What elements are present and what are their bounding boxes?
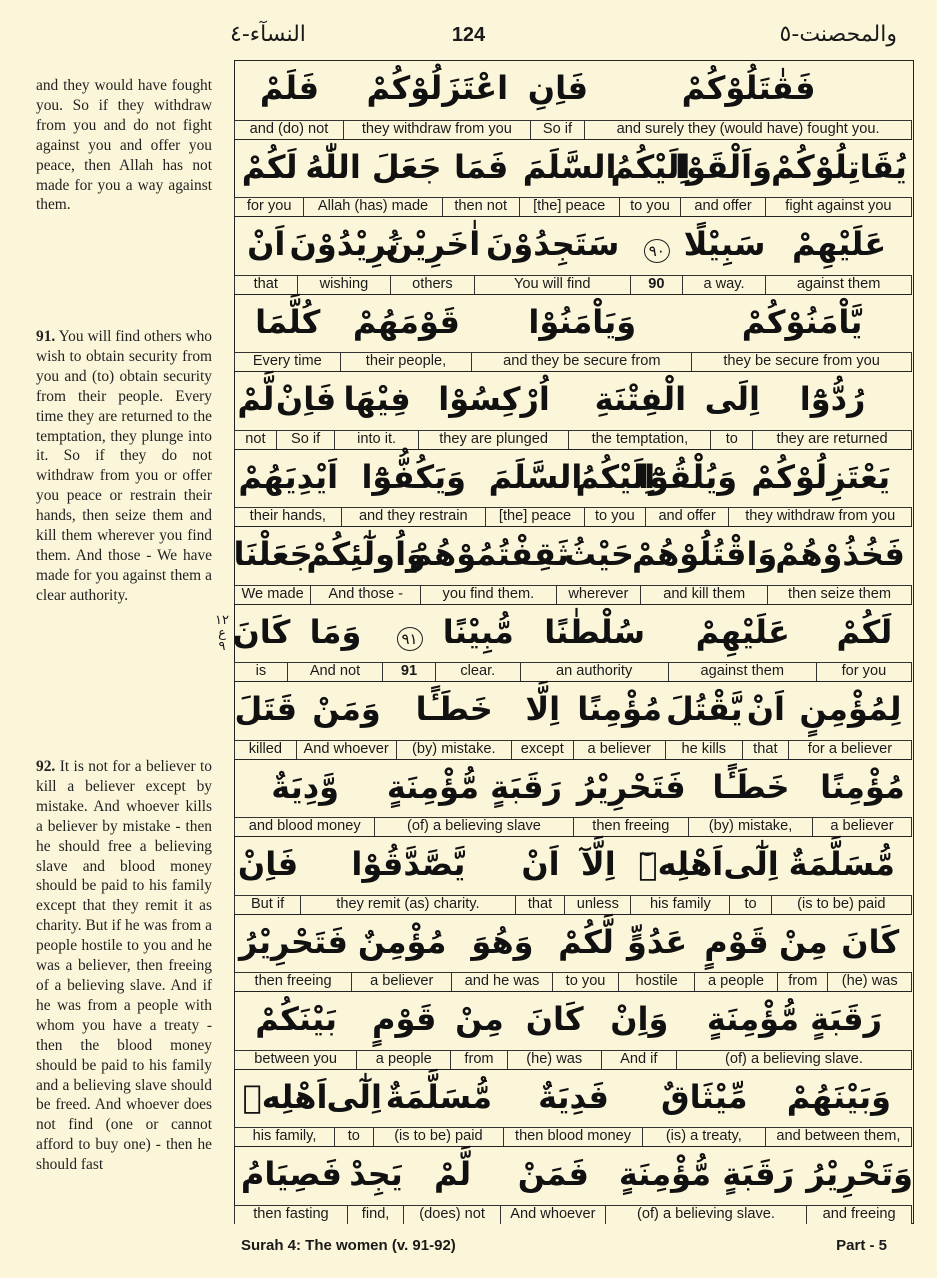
english-word-cell: for you: [234, 197, 304, 216]
arabic-text-row: [235, 450, 912, 508]
english-word-cell: the temptation,: [568, 430, 711, 449]
english-word-cell: And whoever: [296, 740, 397, 759]
arabic-word: مِنْ: [455, 1000, 504, 1038]
english-word-row: [235, 895, 912, 914]
english-word-cell: (is to be) paid: [373, 1127, 505, 1146]
arabic-word: عَلَيْهِمْ: [791, 225, 887, 263]
arabic-word: الْفِتْنَةِ: [594, 380, 687, 418]
english-word-cell: they be secure from you: [691, 352, 912, 371]
arabic-word: قَوْمَهُمْ: [352, 302, 460, 341]
arabic-text-row: [235, 295, 912, 353]
english-word-row: [235, 1127, 912, 1146]
english-word-cell: against them: [765, 275, 912, 294]
english-word-cell: a people: [356, 1050, 451, 1069]
english-word-cell: for you: [816, 662, 912, 681]
footer-part-label: Part - 5: [836, 1237, 887, 1254]
arabic-word: قَوْمٍ: [704, 922, 769, 961]
english-word-cell: to: [710, 430, 753, 449]
english-word-cell: 90: [630, 275, 683, 294]
grid-row: [235, 61, 912, 139]
arabic-word: كَانَ: [525, 1000, 584, 1038]
english-word-cell: into it.: [334, 430, 419, 449]
arabic-word: فَاِنِ: [527, 69, 589, 107]
arabic-word: عَلَيْهِمْ: [695, 612, 790, 651]
english-word-cell: unless: [564, 895, 631, 914]
english-word-cell: except: [511, 740, 574, 759]
arabic-word: اِلَيْكُمُ: [575, 457, 656, 496]
english-word-cell: a way.: [682, 275, 766, 294]
english-word-row: [235, 740, 912, 759]
english-word-cell: they remit (as) charity.: [300, 895, 516, 914]
english-word-cell: We made: [234, 585, 311, 604]
english-word-cell: (of) a believing slave: [374, 817, 573, 836]
arabic-word: فَاِنْ: [275, 380, 337, 418]
english-word-cell: wishing: [297, 275, 392, 294]
arabic-word: اُرْكِسُوْا: [438, 380, 550, 418]
arabic-word: يَّصَّدَّقُوْا: [351, 845, 466, 883]
english-word-cell: they withdraw from you: [728, 507, 912, 526]
arabic-word: يُقَاتِلُوْكُمْ: [770, 147, 907, 186]
english-word-cell: 91: [382, 662, 436, 681]
english-word-cell: his family,: [234, 1127, 335, 1146]
arabic-word: جَعَلْنَا: [233, 535, 313, 573]
english-word-cell: then seize them: [767, 585, 912, 604]
english-word-row: [235, 585, 912, 604]
english-word-row: [235, 120, 912, 139]
arabic-word: رَقَبَةٍ مُّؤْمِنَةٍ: [386, 767, 562, 806]
english-word-cell: they withdraw from you: [343, 120, 531, 139]
english-word-row: [235, 507, 912, 526]
verse-end-marker: ٩٠: [644, 239, 670, 263]
arabic-word: اَنْ: [247, 225, 286, 263]
arabic-word: وَاَلْقَوْا: [675, 147, 772, 186]
grid-row: [235, 1146, 912, 1224]
surah-name-header: النسآء-٤: [230, 22, 306, 47]
english-word-cell: and kill them: [640, 585, 768, 604]
grid-row: [235, 449, 912, 527]
arabic-word: وَاقْتُلُوْهُمْ: [632, 535, 778, 573]
verse-number: 91.: [36, 328, 56, 345]
arabic-word: يَّاْمَنُوْكُمْ: [741, 302, 863, 341]
english-word-cell: between you: [234, 1050, 357, 1069]
english-word-cell: and between them,: [765, 1127, 912, 1146]
arabic-word: سُلْطٰنًا: [544, 612, 646, 651]
english-word-cell: find,: [347, 1205, 404, 1224]
arabic-word: مِّيْثَاقٌ: [661, 1077, 748, 1116]
arabic-text-row: [235, 760, 912, 818]
arabic-word: وَّدِيَةٌ: [271, 767, 340, 806]
english-word-cell: Every time: [234, 352, 341, 371]
arabic-word: خَطَـًٔا: [712, 767, 790, 806]
translation-paragraph-1: [36, 76, 212, 215]
english-word-cell: and (do) not: [234, 120, 344, 139]
english-word-cell: and freeing: [806, 1205, 912, 1224]
grid-row: [235, 526, 912, 604]
english-word-cell: killed: [234, 740, 297, 759]
english-word-cell: and blood money: [234, 817, 375, 836]
arabic-word: السَّلَمَ: [488, 457, 583, 496]
arabic-word: اَنْ: [746, 690, 785, 728]
translation-text: It is not for a believer to kill a believer except by mistake. And whoever kills a believer by mistake - then he should free a believing slave and blood money should be paid to his family except that they remit it as charity. But if he was from a people hostile to you and he was a believer, then freeing of a believing slave. And if he was from a people with whom you have a treaty - then the blood money should be paid to his family and a believing slave should be freed. And whoever does not find (one or cannot afford to buy one) - then he should fast: [36, 758, 212, 1174]
english-word-cell: (of) a believing slave.: [676, 1050, 912, 1069]
arabic-word: لَّكُمْ: [558, 922, 614, 961]
arabic-word: فِيْهَا: [343, 380, 411, 418]
arabic-word: رَقَبَةٍ مُّؤْمِنَةٍ: [618, 1155, 795, 1193]
english-word-cell: then fasting: [234, 1205, 348, 1224]
english-word-cell: not: [234, 430, 277, 449]
grid-row: [235, 991, 912, 1069]
arabic-word: اَهْلِهٖٓ: [638, 845, 724, 883]
arabic-word: خَطَـًٔا: [415, 690, 493, 728]
grid-row: [235, 1069, 912, 1147]
arabic-word: وَبَيْنَهُمْ: [786, 1077, 892, 1116]
english-word-cell: (of) a believing slave.: [605, 1205, 807, 1224]
translation-paragraph-92: [36, 757, 212, 1175]
english-word-cell: they are returned: [752, 430, 912, 449]
arabic-word: لَكُمْ: [836, 612, 893, 651]
english-word-row: [235, 972, 912, 991]
grid-row: [235, 294, 912, 372]
english-word-cell: then freeing: [234, 972, 352, 991]
english-word-cell: (is to be) paid: [771, 895, 912, 914]
english-word-cell: and offer: [680, 197, 766, 216]
english-word-cell: And not: [287, 662, 383, 681]
arabic-word: مُّسَلَّمَةٌ: [385, 1077, 493, 1116]
english-word-row: [235, 430, 912, 449]
arabic-word: لَّمْ: [237, 380, 275, 418]
english-word-cell: to you: [552, 972, 620, 991]
ruku-marker: ١٢ ع ٩: [215, 613, 229, 654]
english-word-cell: then not: [442, 197, 520, 216]
arabic-word: اِلَيْكُمُ: [610, 147, 691, 186]
english-word-cell: that: [234, 275, 297, 294]
english-word-cell: a believer: [812, 817, 912, 836]
arabic-word: وَيَاْمَنُوْا: [528, 302, 637, 341]
english-word-cell: their hands,: [234, 507, 341, 526]
arabic-word: وَمَا: [309, 612, 362, 651]
english-word-cell: And whoever: [500, 1205, 606, 1224]
arabic-text-row: [235, 1070, 912, 1128]
arabic-word: قَتَلَ: [234, 690, 298, 728]
arabic-word: وَيُلْقُوْٓا: [638, 457, 738, 496]
english-word-cell: You will find: [474, 275, 631, 294]
arabic-word: حَيْثُ: [563, 535, 634, 573]
arabic-word: سَبِيْلًا: [683, 225, 766, 263]
english-word-cell: a people: [694, 972, 779, 991]
english-word-cell: from: [777, 972, 828, 991]
english-word-cell: (he) was: [507, 1050, 602, 1069]
arabic-word: وَاُولٰٓئِكُمْ: [306, 535, 426, 573]
arabic-word: فَاِنْ: [237, 845, 299, 883]
arabic-word: فَتَحْرِيْرُ: [576, 767, 686, 806]
verse-end-marker: ٩١: [396, 627, 422, 651]
arabic-word: فَتَحْرِيْرُ: [239, 922, 348, 961]
english-word-cell: So if: [530, 120, 585, 139]
arabic-word: مُؤْمِنًا: [820, 767, 905, 806]
arabic-word: فَصِيَامُ: [240, 1155, 342, 1193]
arabic-word: لَكُمْ: [241, 147, 298, 186]
english-word-row: [235, 352, 912, 371]
grid-row: [235, 759, 912, 837]
english-word-row: [235, 1050, 912, 1069]
english-word-cell: to you: [584, 507, 646, 526]
arabic-word: فَمَا: [453, 147, 509, 186]
arabic-word: كَانَ: [232, 612, 291, 651]
english-word-cell: an authority: [520, 662, 669, 681]
arabic-text-row: [235, 1147, 912, 1205]
english-word-cell: their people,: [340, 352, 473, 371]
arabic-word: فَمَنْ: [517, 1155, 589, 1193]
arabic-word: عَدُوٍّ: [626, 922, 688, 961]
english-word-row: [235, 1205, 912, 1224]
arabic-text-row: [235, 217, 912, 275]
arabic-word: وَمَنْ: [312, 690, 381, 728]
english-word-cell: hostile: [618, 972, 694, 991]
footer-surah-label: Surah 4: The women (v. 91-92): [241, 1237, 456, 1254]
arabic-text-row: [232, 605, 912, 663]
verse-number: 92.: [36, 758, 56, 775]
arabic-text-row: [235, 527, 912, 585]
arabic-word: اعْتَزَلُوْكُمْ: [366, 69, 509, 107]
english-word-cell: and offer: [645, 507, 730, 526]
arabic-word: السَّلَمَ: [522, 147, 617, 186]
english-word-cell: and they be secure from: [471, 352, 692, 371]
english-word-cell: a believer: [573, 740, 666, 759]
english-word-cell: (is) a treaty,: [642, 1127, 766, 1146]
english-word-cell: and he was: [451, 972, 552, 991]
english-word-cell: (by) mistake,: [688, 817, 813, 836]
page-number: 124: [451, 24, 486, 46]
english-word-cell: So if: [276, 430, 336, 449]
english-word-cell: And those -: [310, 585, 421, 604]
arabic-word: لِمُؤْمِنٍ: [799, 690, 902, 728]
english-word-row: [235, 275, 912, 294]
arabic-word: فَلَمْ: [259, 69, 320, 107]
english-word-row: [235, 197, 912, 216]
english-word-cell: (does) not: [403, 1205, 501, 1224]
arabic-word: يَّقْتُلَ: [665, 690, 743, 728]
english-word-cell: for a believer: [788, 740, 912, 759]
english-word-cell: against them: [668, 662, 817, 681]
english-word-cell: (he) was: [827, 972, 912, 991]
english-word-cell: Allah (has) made: [303, 197, 442, 216]
translation-text: You will find others who wish to obtain security from you and (to) obtain security from their people. Every time they are returned to the temptation, they plunge into it. So if they do not withdraw from you or offer you peace or restrain their hands, then seize them and kill them wherever you find them. And those - We have made for you against them a clear authority.: [36, 328, 212, 604]
arabic-word: مُؤْمِنًا: [577, 690, 663, 728]
english-word-cell: And if: [601, 1050, 677, 1069]
arabic-word: مُّبِيْنًا: [442, 612, 514, 651]
arabic-text-row: [235, 682, 912, 740]
english-word-cell: [the] peace: [485, 507, 585, 526]
arabic-word: اٰخَرِيْنَ: [385, 225, 481, 263]
grid-row: [235, 681, 912, 759]
arabic-word: وَيَكُفُّوْٓا: [361, 457, 467, 496]
arabic-word: رَقَبَةٍ مُّؤْمِنَةٍ: [706, 1000, 883, 1038]
arabic-text-row: [235, 915, 912, 973]
english-word-cell: and surely they (would have) fought you.: [584, 120, 912, 139]
english-word-cell: But if: [234, 895, 301, 914]
arabic-word: يَجِدْ: [349, 1155, 403, 1193]
english-word-cell: and they restrain: [341, 507, 487, 526]
arabic-word: يُرِيْدُوْنَ: [289, 225, 400, 263]
arabic-word: اِلَّا: [525, 690, 561, 728]
arabic-word: مِنْ: [779, 922, 828, 961]
english-word-cell: from: [450, 1050, 507, 1069]
arabic-word: وَتَحْرِيْرُ: [806, 1155, 914, 1193]
english-word-cell: fight against you: [765, 197, 912, 216]
english-word-cell: to you: [619, 197, 682, 216]
arabic-text-row: [235, 61, 912, 119]
english-word-cell: his family: [630, 895, 730, 914]
english-word-cell: that: [742, 740, 789, 759]
arabic-word: وَاِنْ: [610, 1000, 669, 1038]
translation-paragraph-91: [36, 327, 212, 606]
arabic-word: اِلَى: [704, 380, 760, 418]
english-word-cell: to: [729, 895, 771, 914]
english-word-cell: you find them.: [420, 585, 556, 604]
grid-row: [235, 216, 912, 294]
english-word-cell: he kills: [665, 740, 743, 759]
word-by-word-grid: [234, 60, 914, 1224]
english-word-cell: then blood money: [503, 1127, 642, 1146]
grid-row: [235, 371, 912, 449]
arabic-word: مُؤْمِنٌ: [357, 922, 447, 961]
arabic-text-row: [235, 992, 912, 1050]
english-word-cell: then freeing: [573, 817, 690, 836]
arabic-word: اِلٰٓى: [326, 1077, 382, 1116]
english-word-cell: others: [390, 275, 474, 294]
arabic-word: مُّسَلَّمَةٌ: [788, 845, 895, 883]
juz-name-header: والمحصنت-٥: [779, 22, 897, 47]
english-word-cell: [the] peace: [519, 197, 620, 216]
arabic-word: اِلَّآ: [580, 845, 616, 883]
arabic-word: فَقٰتَلُوْكُمْ: [681, 69, 816, 107]
arabic-word: اَنْ: [521, 845, 560, 883]
arabic-word: فَخُذُوْهُمْ: [775, 535, 905, 573]
arabic-word: رُدُّوْٓا: [799, 380, 866, 418]
grid-row: [235, 914, 912, 992]
english-word-cell: is: [234, 662, 288, 681]
arabic-word: وَهُوَ: [471, 922, 534, 961]
english-word-cell: clear.: [435, 662, 521, 681]
arabic-word: سَتَجِدُوْنَ: [486, 225, 620, 263]
arabic-text-row: [235, 837, 912, 895]
arabic-word: قَوْمٍ: [372, 1000, 437, 1038]
arabic-word: كُلَّمَا: [255, 302, 321, 341]
arabic-word: اِلٰٓى: [723, 845, 779, 883]
english-word-cell: (by) mistake.: [396, 740, 512, 759]
english-word-cell: to: [334, 1127, 373, 1146]
arabic-word: جَعَلَ اللّٰهُ: [305, 147, 442, 186]
arabic-text-row: [235, 372, 912, 430]
grid-row: [235, 139, 912, 217]
arabic-word: بَيْنَكُمْ: [255, 1000, 338, 1038]
english-word-row: [235, 817, 912, 836]
arabic-word: كَانَ: [841, 922, 900, 961]
english-word-row: [235, 662, 912, 681]
english-word-cell: a believer: [351, 972, 452, 991]
english-word-cell: wherever: [556, 585, 642, 604]
arabic-word: لَّمْ: [434, 1155, 472, 1193]
arabic-text-row: [235, 140, 912, 198]
arabic-word: اَهْلِهٖ: [242, 1077, 328, 1116]
translation-text: and they would have fought you. So if they withdraw from you and do not fight against you and offer you peace, then Allah has not made for you a way against them.: [36, 77, 212, 214]
english-word-cell: they are plunged: [418, 430, 569, 449]
arabic-word: ثَقِفْتُمُوْهُمْ: [408, 535, 569, 573]
grid-row: [232, 604, 912, 682]
grid-row: [235, 836, 912, 914]
arabic-word: يَعْتَزِلُوْكُمْ: [751, 457, 891, 496]
english-word-cell: that: [515, 895, 566, 914]
page-header: [0, 22, 937, 56]
arabic-word: اَيْدِيَهُمْ: [238, 457, 339, 496]
arabic-word: فَدِيَةٌ: [538, 1077, 609, 1116]
